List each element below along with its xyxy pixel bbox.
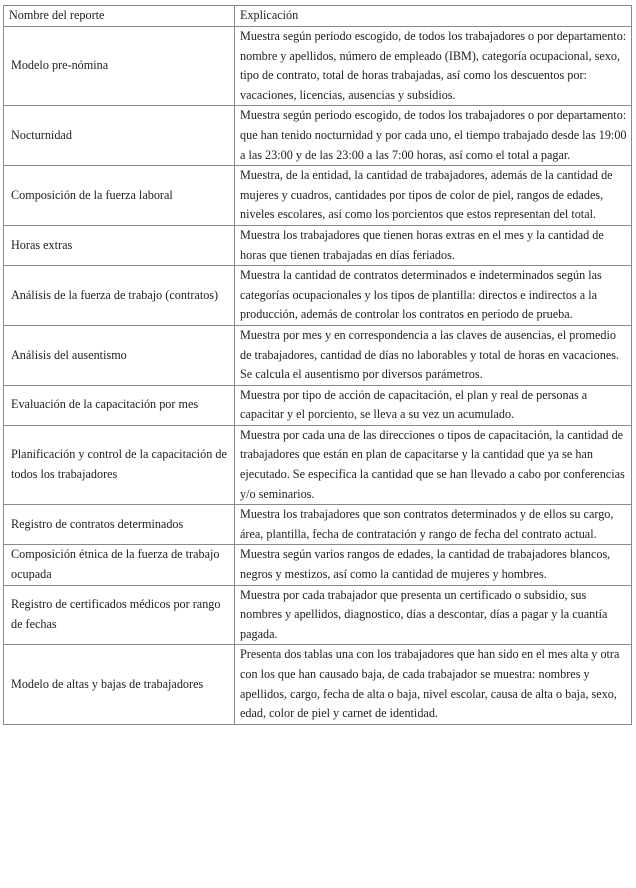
- report-name-cell: Nocturnidad: [4, 106, 235, 166]
- report-name-cell: Modelo de altas y bajas de trabajadores: [4, 645, 235, 724]
- report-name-cell: Horas extras: [4, 225, 235, 265]
- report-name-cell: Composición de la fuerza laboral: [4, 166, 235, 226]
- report-description-cell: Muestra los trabajadores que tienen horas extras en el mes y la cantidad de horas que tienen trabajadas en días feriados.: [235, 225, 632, 265]
- report-description-cell: Muestra por cada trabajador que presenta un certificado o subsidio, sus nombres y apellidos, diagnostico, días a descontar, días a pagar y la cuantía pagada.: [235, 585, 632, 645]
- report-name-cell: Registro de contratos determinados: [4, 505, 235, 545]
- report-description-cell: Presenta dos tablas una con los trabajadores que han sido en el mes alta y otra con los que han causado baja, de cada trabajador se muestra: nombres y apellidos, cargo, fecha de alta o baja, nivel escolar, causa de alta o baja, sexo, edad, color de piel y carnet de identidad.: [235, 645, 632, 724]
- header-explanation: Explicación: [235, 6, 632, 27]
- table-row: [4, 106, 632, 166]
- report-name-cell: Modelo pre-nómina: [4, 27, 235, 106]
- reports-table: [3, 5, 632, 725]
- report-description-cell: Muestra los trabajadores que son contratos determinados y de ellos su cargo, área, plantilla, fecha de contratación y rango de fecha del contrato actual.: [235, 505, 632, 545]
- table-row: [4, 585, 632, 645]
- report-name-cell: Análisis de la fuerza de trabajo (contratos): [4, 266, 235, 326]
- report-description-cell: Muestra según periodo escogido, de todos los trabajadores o por departamento: que han tenido nocturnidad y por cada uno, el tiempo trabajado desde las 19:00 a las 23:00 y de las 23:00 a las 7:00 horas, así como el total a pagar.: [235, 106, 632, 166]
- report-description-cell: Muestra, de la entidad, la cantidad de trabajadores, además de la cantidad de mujeres y cuadros, cantidades por tipos de color de piel, rangos de edades, niveles escolares, así como los porcientos que estos representan del total.: [235, 166, 632, 226]
- table-header-row: [4, 6, 632, 27]
- table-row: [4, 166, 632, 226]
- table-row: [4, 505, 632, 545]
- report-description-cell: Muestra por tipo de acción de capacitación, el plan y real de personas a capacitar y el porciento, se lleva a su vez un acumulado.: [235, 385, 632, 425]
- table-row: [4, 325, 632, 385]
- report-description-cell: Muestra según periodo escogido, de todos los trabajadores o por departamento: nombre y apellidos, número de empleado (IBM), categoría ocupacional, sexo, tipo de contrato, total de horas trabajadas, así como los descuentos por: vacaciones, licencias, ausencias y subsidios.: [235, 27, 632, 106]
- report-name-cell: Evaluación de la capacitación por mes: [4, 385, 235, 425]
- table-row: [4, 425, 632, 504]
- report-name-cell: Composición étnica de la fuerza de trabajo ocupada: [4, 545, 235, 585]
- table-row: [4, 645, 632, 724]
- table-row: [4, 266, 632, 326]
- table-row: [4, 225, 632, 265]
- report-name-cell: Planificación y control de la capacitación de todos los trabajadores: [4, 425, 235, 504]
- report-description-cell: Muestra por mes y en correspondencia a las claves de ausencias, el promedio de trabajadores, cantidad de días no laborables y total de horas en vacaciones. Se calcula el ausentismo por diversos parámetros.: [235, 325, 632, 385]
- report-description-cell: Muestra la cantidad de contratos determinados e indeterminados según las categorías ocupacionales y los tipos de plantilla: directos e indirectos a la producción, además de controlar los contratos en periodo de prueba.: [235, 266, 632, 326]
- table-row: [4, 27, 632, 106]
- report-description-cell: Muestra según varios rangos de edades, la cantidad de trabajadores blancos, negros y mestizos, así como la cantidad de mujeres y hombres.: [235, 545, 632, 585]
- reports-table-container: [3, 5, 631, 725]
- report-name-cell: Análisis del ausentismo: [4, 325, 235, 385]
- report-name-cell: Registro de certificados médicos por rango de fechas: [4, 585, 235, 645]
- header-report-name: Nombre del reporte: [4, 6, 235, 27]
- report-description-cell: Muestra por cada una de las direcciones o tipos de capacitación, la cantidad de trabajadores que están en plan de capacitarse y la cantidad que ya se han ejecutado. Se especifica la cantidad que se han llevado a cabo por conferencias y/o seminarios.: [235, 425, 632, 504]
- table-row: [4, 545, 632, 585]
- table-row: [4, 385, 632, 425]
